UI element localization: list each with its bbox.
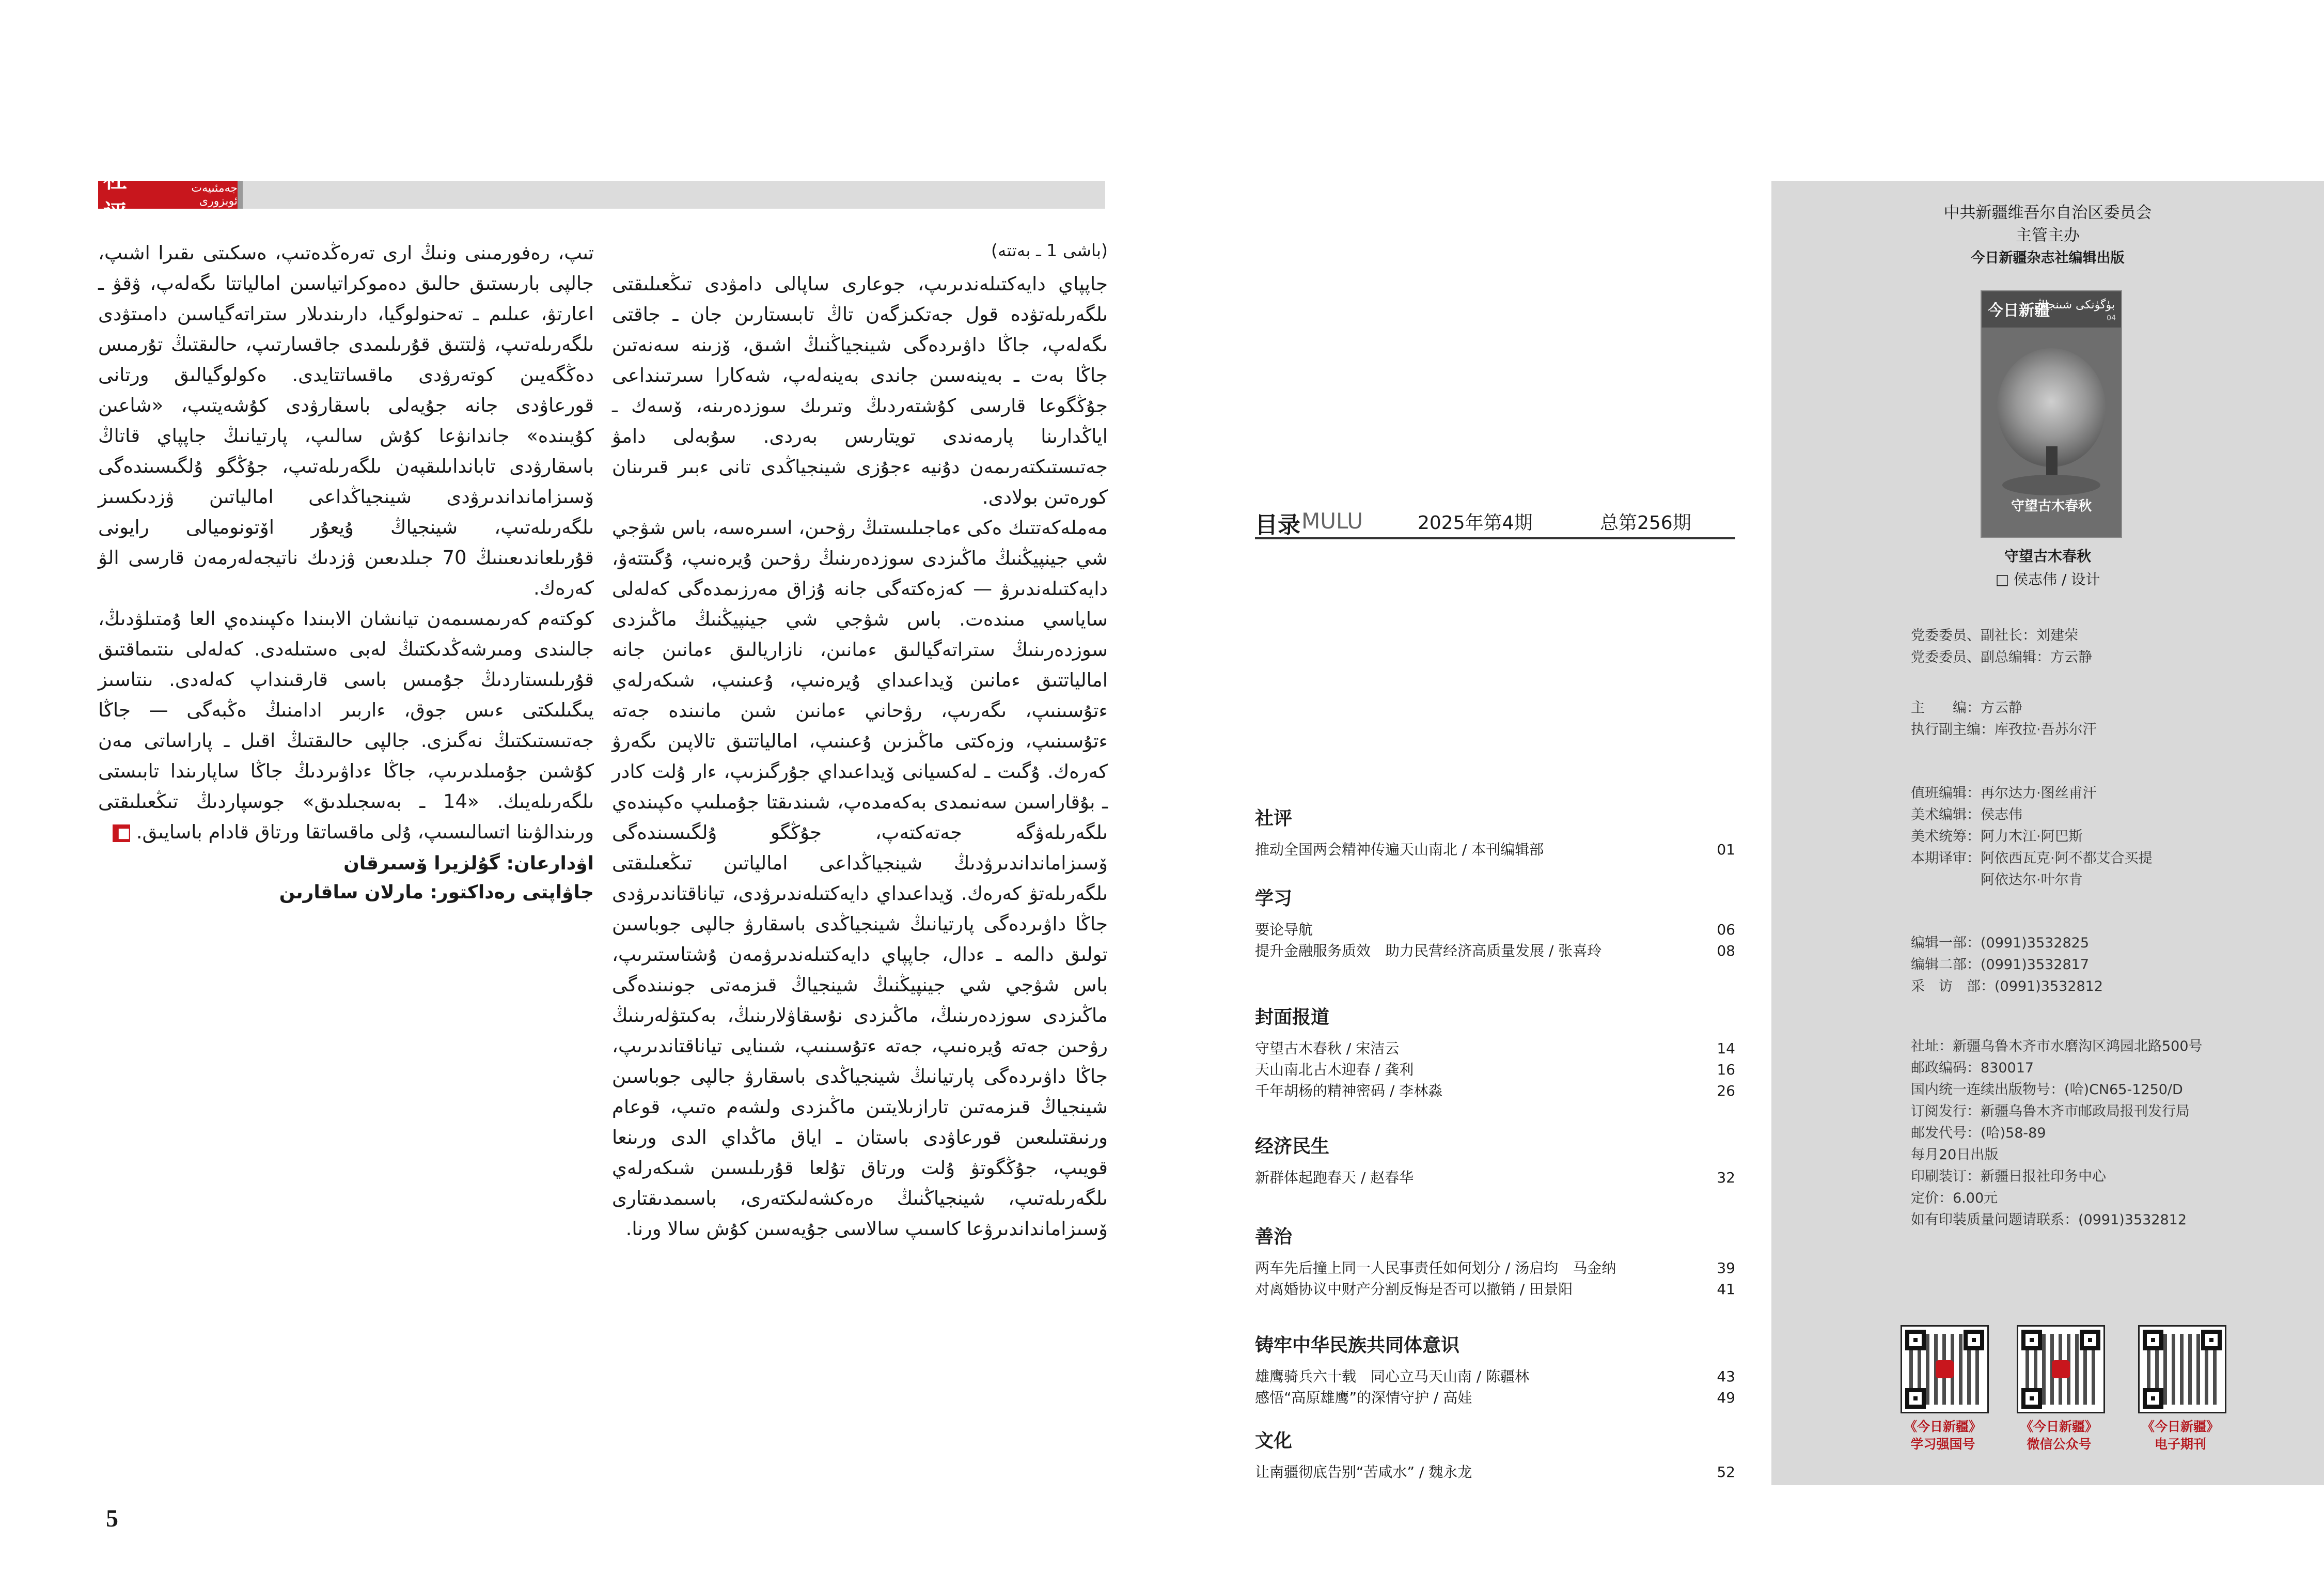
toc-section bbox=[1255, 1134, 1735, 1188]
info-line: 订阅发行：新疆乌鲁木齐市邮政局报刊发行局 bbox=[1911, 1103, 2190, 1119]
toc-entry-page: 01 bbox=[1717, 841, 1735, 858]
qr-caption-ejournal: 《今日新疆》 电子期刊 bbox=[2141, 1419, 2219, 1452]
info-line: 社址：新疆乌鲁木齐市水磨沟区鸿园北路500号 bbox=[1911, 1038, 2203, 1054]
toc-header bbox=[1255, 506, 1735, 539]
toc-entry-title: 提升金融服务质效 助力民营经济高质量发展 / 张喜玲 bbox=[1255, 942, 1602, 959]
article-column-right bbox=[612, 235, 1108, 1244]
article-column-left bbox=[98, 238, 594, 907]
toc-section-title: 铸牢中华民族共同体意识 bbox=[1255, 1335, 1460, 1356]
staff-block-3 bbox=[1911, 783, 2153, 891]
info-line: 邮政编码：830017 bbox=[1911, 1060, 2034, 1076]
toc-entry[interactable] bbox=[1255, 839, 1735, 860]
info-line: 邮发代号：(哈)58-89 bbox=[1911, 1125, 2046, 1141]
toc-entry-page: 32 bbox=[1717, 1169, 1735, 1186]
staff-line: 党委委员、副社长：刘建荣 bbox=[1911, 628, 2078, 644]
toc-entry-page: 43 bbox=[1717, 1368, 1735, 1385]
qr-caption-xuexi: 《今日新疆》 学习强国号 bbox=[1904, 1419, 1982, 1452]
toc-entry-title: 雄鹰骑兵六十载 同心立马天山南 / 陈疆林 bbox=[1255, 1368, 1530, 1385]
staff-line: 美术统筹：阿力木江·阿巴斯 bbox=[1911, 829, 2083, 845]
toc-entry-page: 14 bbox=[1717, 1040, 1735, 1057]
publication-info-block bbox=[1911, 1036, 2203, 1231]
tree-ground bbox=[2002, 475, 2100, 495]
toc-title-en: MULU bbox=[1301, 508, 1363, 534]
cover-caption: 守望古木春秋 bbox=[2004, 548, 2091, 565]
info-line: 每月20日出版 bbox=[1911, 1147, 1999, 1163]
staff-line: 党委委员、副总编辑：方云静 bbox=[1911, 649, 2092, 665]
info-line: 国内统一连续出版物号：(哈)CN65-1250/D bbox=[1911, 1082, 2183, 1098]
contact-line: 编辑二部：(0991)3532817 bbox=[1911, 957, 2090, 973]
toc-entry[interactable] bbox=[1255, 940, 1735, 961]
toc-section bbox=[1255, 806, 1735, 860]
toc-entry-title: 要论导航 bbox=[1255, 921, 1313, 938]
issue-label: 2025年第4期 bbox=[1418, 512, 1533, 534]
publisher-line: 中共新疆维吾尔自治区委员会 bbox=[1943, 204, 2152, 222]
toc-entry-page: 26 bbox=[1717, 1082, 1735, 1099]
toc-entry-page: 52 bbox=[1717, 1464, 1735, 1481]
toc-entry[interactable] bbox=[1255, 1257, 1735, 1279]
contact-block bbox=[1911, 932, 2103, 998]
qr-code-wechat-icon[interactable] bbox=[2017, 1325, 2105, 1413]
toc-entry[interactable] bbox=[1255, 1387, 1735, 1408]
toc-section bbox=[1255, 1428, 1735, 1483]
toc-entry[interactable] bbox=[1255, 1366, 1735, 1387]
toc-section-title: 文化 bbox=[1255, 1430, 1293, 1452]
section-tag-edge bbox=[238, 181, 243, 209]
toc-section bbox=[1255, 1224, 1735, 1300]
staff-line: 美术编辑：侯志伟 bbox=[1911, 807, 2022, 823]
info-line: 印刷装订：新疆日报社印务中心 bbox=[1911, 1169, 2106, 1185]
cover-thumbnail[interactable] bbox=[1981, 290, 2122, 538]
staff-block-2 bbox=[1911, 697, 2097, 741]
toc-entry-title: 新群体起跑春天 / 赵春华 bbox=[1255, 1169, 1414, 1186]
toc-entry[interactable] bbox=[1255, 1038, 1735, 1059]
info-line: 如有印装质量问题请联系：(0991)3532812 bbox=[1911, 1212, 2187, 1228]
publisher-header bbox=[1771, 201, 2324, 270]
masthead-sidebar bbox=[1771, 181, 2324, 1485]
toc-entry-page: 16 bbox=[1717, 1061, 1735, 1078]
staff-line: 值班编辑：再尔达力·图丝甫汗 bbox=[1911, 785, 2097, 801]
toc-entry[interactable] bbox=[1255, 1080, 1735, 1101]
toc-entry-title: 守望古木春秋 / 宋洁云 bbox=[1255, 1040, 1400, 1057]
toc-entry-title: 对离婚协议中财产分割反悔是否可以撤销 / 田景阳 bbox=[1255, 1281, 1573, 1298]
toc-entry-page: 49 bbox=[1717, 1389, 1735, 1406]
cover-design-credit: □ 侯志伟 / 设计 bbox=[1995, 571, 2100, 588]
qr-code-xuexi-icon[interactable] bbox=[1901, 1325, 1989, 1413]
toc-entry[interactable] bbox=[1255, 919, 1735, 940]
toc-section-title: 学习 bbox=[1255, 888, 1293, 909]
article-credits bbox=[98, 849, 594, 907]
total-issue-label: 总第256期 bbox=[1600, 512, 1691, 534]
end-mark-icon: ■ bbox=[113, 824, 130, 842]
staff-line: 执行副主编：库孜拉·吾苏尔汗 bbox=[1911, 722, 2097, 738]
article-paragraph: كوكتەم كەرىمسىمەن تيانشان الابىندا ەكپىندەي العا ۇمتىلۋدىڭ، جالىندى ومىرشەڭدىكتىڭ لەبى ەستىلەدى. كەلەلى ىنتىماقتىق قۇرىلىستاردىڭ جۇمىس باسى قارقىنداپ كەلەدى. ىنتاسىز يىگىلىكتى ءىس جوق، ءاربىر ادامنىڭ ەڭبەگى — جاڭا جەتىستىكتىڭ نەگىزى. جالپى حالىقتىڭ اقىل ـ پاراساتى مەن كۇشىن جۇمىلدىرىپ، جاڭا ءداۋىردىڭ جاڭا ساپارىندا تابىستى ىلگەرىلەيىك. «14 ـ بەسجىلدىق» جوسپاردىڭ تىڭعىلىقتى ورىندالۋىنا اتسالىسىپ، ۇلى ماقساتقا ورتاق قادام باسايىق. ■ bbox=[98, 608, 594, 843]
publisher-line: 今日新疆杂志社编辑出版 bbox=[1971, 250, 2125, 266]
contact-line: 编辑一部：(0991)3532825 bbox=[1911, 935, 2090, 951]
toc-entry[interactable] bbox=[1255, 1461, 1735, 1483]
cover-logo: 今日新疆 bbox=[1988, 302, 2050, 320]
toc-section-title: 善治 bbox=[1255, 1226, 1293, 1248]
qr-caption-wechat: 《今日新疆》 微信公众号 bbox=[2020, 1419, 2098, 1452]
toc-entry-page: 41 bbox=[1717, 1281, 1735, 1298]
qr-code-ejournal-icon[interactable] bbox=[2138, 1325, 2226, 1413]
translator-credit: اۋدارعان: گۇلزيرا ۆسىرقان bbox=[343, 853, 594, 874]
toc-entry-title: 让南疆彻底告别“苦咸水” / 魏永龙 bbox=[1255, 1464, 1472, 1481]
toc-entry[interactable] bbox=[1255, 1059, 1735, 1080]
section-header-bar bbox=[98, 181, 1105, 209]
toc-entry[interactable] bbox=[1255, 1167, 1735, 1188]
toc-title: 目录 bbox=[1255, 512, 1300, 538]
continuation-note: (باشى 1 ـ بەتتە) bbox=[991, 240, 1108, 260]
staff-block-1 bbox=[1911, 625, 2092, 668]
article-paragraph: تىپ، رەفورمىنى ونىڭ ارى تەرەڭدەتىپ، ەسكىتى ىقىرا اشىپ، جالپى بارىستىق حالىق دەموكراتياسىن امالياتتا ىگەلەپ، ۋقۋ ـ اعارتۋ، عىلىم ـ تەحنولوگيا، دارىندىلار ستراتەگياسىن دامىتۋدى ىلگەرىلەتىپ، ۋلتتىق قۇرىلىمدى جاقسارتىپ، حالىقتىڭ تۇرمىس دەڭگەيىن كوتەرۋدى ماقساتتايدى. ەكولوگيالىق ورتانى قورعاۋدى جانە جۇيەلى باسقارۋدى كۇشەيتىپ، «شاعىن كۇيىندە» جاندانۋعا كۇش سالىپ، پارتيانىڭ جاپپاي قاتاڭ باسقارۋدى تابانداىلىقپەن ىلگەرىلەتىپ، جۇڭگو ۇلگىسىندەگى ۆسىزامانداندىرۋدى شينجياڭداعى امالياتىن ۋزدىكسىز ىلگەرىلەتىپ، شينجياڭ ۇيعۇر اۆتونوميالى رايونى قۇرىلعاندىعىنىڭ 70 جىلدىعىن ۋزدىك ناتيجەلەرمەن قارسى الۋ كەرەك. bbox=[98, 242, 594, 599]
section-tag bbox=[98, 165, 238, 227]
toc-section bbox=[1255, 1005, 1735, 1101]
cover-title: 守望古木春秋 bbox=[2011, 499, 2092, 514]
page-number: 5 bbox=[106, 1505, 118, 1532]
section-label: 社评 bbox=[103, 165, 128, 227]
staff-line: 本期译审：阿依西瓦克·阿不都艾合买提 bbox=[1911, 850, 2153, 866]
info-line: 定价：6.00元 bbox=[1911, 1190, 1998, 1206]
staff-line: 主 编：方云静 bbox=[1911, 700, 2022, 716]
article-paragraph: مەملەكەتتىك ەكى ءماجىلىستىڭ رۋحىن، اسىرەسە، باس شۋجي شي جينپيڭنىڭ ماڭىزدى سوزدەرىنىڭ رۋحىن ۇيرەنىپ، ۇگىتتەۋ، دايەكتىلەندىرۋ — كەزەكتەگى جانە ۇزاق مەرزىمدەگى كەلەلى ساياسي مىندەت. باس شۋجي شي جينپيڭنىڭ ماڭىزدى سوزدەرىنىڭ ستراتەگيالىق ءمانىن، نازاريالىق ءمانىن جانە امالياتتىق ءمانىن ۆيداعىداي ۇيرەنىپ، ۇعىنىپ، شىكەرلەي ءتۇسىنىپ، ىگەرىپ، رۋحاني ءمانىن شىن مانىندە جەتە ءتۇسىنىپ، وزەكتى ماڭىزىن ۇعىنىپ، امالياتتىق تالاپىن ىگەرۋ كەرەك. ۇگىت ـ لەكسيانى ۆيداعىداي جۇرگىزىپ، ءار ۇلت كادر ـ بۇقاراسىن سەنىمدى بەكەمدەپ، شىندىقتا جۇمىلىپ ەكپىندەي ىلگەرىلەۋگە جەتەكتەپ، جۇڭگو ۇلگىسىندەگى ۆسىزامانداندىرۋدىڭ شينجياڭداعى امالياتىن تىڭعىلىقتى ىلگەرىلەتۋ كەرەك. ۆيداعىداي دايەكتىلەندىرۋدى، تياناقتاندىرۋدى جاڭا داۋىردەگى پارتيانىڭ شينجياڭدى باسقارۋ جالپى جوباسىن تولىق دالمە ـ ءدال، جاپپاي دايەكتىلەندىرۋمەن ۇشتاستىرىپ، باس شۋجي شي جينپيڭنىڭ شينجياڭ قىزمەتى جونىندەگى ماڭىزدى سوزدەرىنىڭ، ماڭىزدى نۇسقاۋلارىنىڭ، بەكىتۋلەرىنىڭ رۋحىن جەتە ۇيرەنىپ، جەتە ءتۇسىنىپ، شىنايى تياناقتاندىرىپ، جاڭا داۋىردەگى پارتيانىڭ شينجياڭدى باسقارۋ جالپى جوباسىن شينجياڭ قىزمەتىن تارازىلايتىن ماڭىزدى ولشەم ەتىپ، قوعام ورنىقتىلىعىن قورعاۋدى باستان ـ اياق ماڭداي الدى ورىنعا قويىپ، جۇڭگوتۋ ۇلت ورتاق تۇلعا قۇرىلىسىن شىكەرلەي ىلگەرىلەتىپ، شينجياڭنىڭ ەرەكشەلىكتەرى، باسىمدىقتارى ۆسىزامانداندىرۋعا كاسىپ سالاسى جۇيەسىن كۇش سالا ورنا. bbox=[612, 517, 1108, 1240]
toc-entry-title: 推动全国两会精神传遍天山南北 / 本刊编辑部 bbox=[1255, 841, 1544, 858]
toc-entry-page: 39 bbox=[1717, 1259, 1735, 1276]
staff-line: 阿依达尔·叶尔肯 bbox=[1911, 872, 2083, 888]
toc-section bbox=[1255, 1333, 1735, 1408]
toc-section-title: 经济民生 bbox=[1255, 1136, 1330, 1157]
contact-line: 采 访 部：(0991)3532812 bbox=[1911, 978, 2103, 994]
article-paragraph: جاپپاي دايەكتىلەندىرىپ، جوعارى ساپالى دامۋدى تىڭعىلىقتى ىلگەرىلەتۋدە قول جەتكىزگەن تاڭ تابىستارىن جان ـ جاقتى ىگەلەپ، جاڭا داۋىردەگى شينجياڭنىڭ اشىق، ۆزىنە سەنەتىن جاڭا بەت ـ بەينەسىن جاندى بەينەلەپ، شەكارا سىرتىنداعى جۇڭگوعا قارسى كۇشتەردىڭ وتىرىك سوزدەرىنە، ۆسەك ـ اياڭدارىنا پارمەندى تويتارىس بەردى. سۇبەلى دامۋ جەتىستىكتەرىمەن دۇنيە ءجۇزى شينجياڭدى تانى ءبىر قىرىنان كورەتىن بولادى. bbox=[612, 273, 1108, 508]
section-label-ug: جەمئىيەت ئوبزورى bbox=[191, 182, 238, 208]
cover-logo-ug: بۈگۈنكى شىنجاڭ bbox=[2035, 299, 2115, 312]
toc-entry-page: 06 bbox=[1717, 921, 1735, 938]
toc-entry-page: 08 bbox=[1717, 942, 1735, 959]
toc-entry-title: 感悟“高原雄鹰”的深情守护 / 高娃 bbox=[1255, 1389, 1472, 1406]
cover-issue-no: 04 bbox=[2107, 314, 2116, 322]
toc-entry-title: 天山南北古木迎春 / 龚利 bbox=[1255, 1061, 1414, 1078]
editor-credit: جاۋاپتى رەداكتور: مارلان ساقارىن bbox=[279, 882, 594, 903]
toc-entry-title: 千年胡杨的精神密码 / 李林淼 bbox=[1255, 1082, 1443, 1099]
toc-entry[interactable] bbox=[1255, 1279, 1735, 1300]
toc-section-title: 社评 bbox=[1255, 808, 1293, 829]
publisher-line: 主管主办 bbox=[2016, 226, 2080, 245]
toc-section-title: 封面报道 bbox=[1255, 1007, 1330, 1028]
toc-section bbox=[1255, 886, 1735, 961]
toc-entry-title: 两车先后撞上同一人民事责任如何划分 / 汤启均 马金纳 bbox=[1255, 1259, 1616, 1276]
